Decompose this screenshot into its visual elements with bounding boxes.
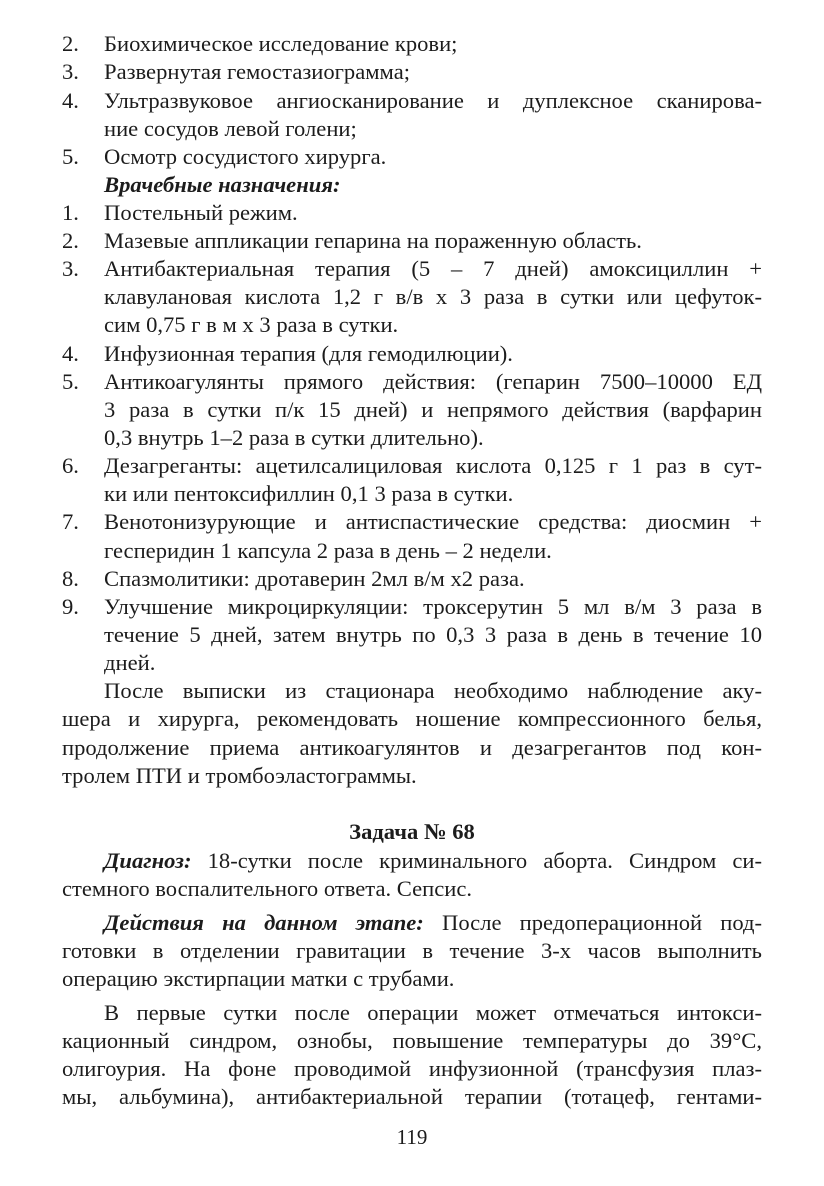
list-item-line: Дезагреганты: ацетилсалициловая кислота 0,125 г 1 раз в сут- [104,453,762,478]
actions-label: Действия на данном этапе: [104,910,424,935]
list-item-number: 5. [62,369,79,394]
list-item-number: 3. [62,59,79,84]
paragraph-line [104,909,762,937]
list-item-line: Спазмолитики: дротаверин 2мл в/м х2 раза. [104,566,525,591]
list-item-number: 9. [62,594,79,619]
list-item-number: 5. [62,144,79,169]
list-item-line: 3 раза в сутки п/к 15 дней) и непрямого действия (варфарин [104,397,762,422]
list-item-line: Мазевые аппликации гепарина на пораженную область. [104,228,642,253]
list-item-line: Улучшение микроциркуляции: троксерутин 5 мл в/м 3 раза в [104,594,762,619]
list-item-number: 6. [62,453,79,478]
list-item-line: Биохимическое исследование крови; [104,31,458,56]
list-item-number: 4. [62,88,79,113]
list-item-line: ки или пентоксифиллин 0,1 3 раза в сутки. [104,481,514,506]
paragraph-line: олигоурия. На фоне проводимой инфузионной (трансфузия плаз- [62,1056,762,1081]
paragraph-line: мы, альбумина), антибактериальной терапии (тотацеф, гентами- [62,1084,762,1109]
paragraph-line: готовки в отделении гравитации в течение 3-х часов выполнить [62,938,762,963]
list-item-line: Венотонизурующие и антиспастические средства: диосмин + [104,509,762,534]
list-item-line: течение 5 дней, затем внутрь по 0,3 3 раза в день в течение 10 [104,622,762,647]
list-item-line: Развернутая гемостазиограмма; [104,59,410,84]
task-title: Задача № 68 [349,819,475,844]
list-item-number: 1. [62,200,79,225]
list-item-number: 2. [62,228,79,253]
diagnosis-label: Диагноз: [104,848,192,873]
paragraph-line: В первые сутки после операции может отмечаться интокси- [104,1000,762,1025]
list-item-line: дней. [104,650,156,675]
paragraph-line: кационный синдром, ознобы, повышение температуры до 39°С, [62,1028,762,1053]
list-item-number: 7. [62,509,79,534]
orders-heading: Врачебные назначения: [104,172,341,197]
diagnosis-text: 18-сутки после криминального аборта. Синдром си- [191,848,762,873]
paragraph-line: операцию экстирпации матки с трубами. [62,966,455,991]
paragraph-line [104,847,762,875]
list-item-number: 4. [62,341,79,366]
list-item-line: ние сосудов левой голени; [104,116,357,141]
list-item-line: сим 0,75 г в м х 3 раза в сутки. [104,312,399,337]
list-item-line: Антибактериальная терапия (5 – 7 дней) амоксициллин + [104,256,762,281]
list-item-number: 2. [62,31,79,56]
list-item-line: Инфузионная терапия (для гемодилюции). [104,341,513,366]
list-item-line: Осмотр сосудистого хирурга. [104,144,387,169]
actions-text: После предоперационной под- [423,910,762,935]
list-item-line: Ультразвуковое ангиосканирование и дуплексное сканирова- [104,88,762,113]
paragraph-line: тролем ПТИ и тромбоэластограммы. [62,763,417,788]
paragraph-line: шера и хирурга, рекомендовать ношение компрессионного белья, [62,706,762,731]
list-item-line: Постельный режим. [104,200,298,225]
paragraph-line: стемного воспалительного ответа. Сепсис. [62,876,473,901]
list-item-line: гесперидин 1 капсула 2 раза в день – 2 недели. [104,538,552,563]
paragraph-line: продолжение приема антикоагулянтов и дезагрегантов под кон- [62,735,762,760]
list-item-number: 3. [62,256,79,281]
page-number: 119 [396,1125,428,1149]
list-item-line: клавулановая кислота 1,2 г в/в х 3 раза в сутки или цефуток- [104,284,762,309]
list-item-line: Антикоагулянты прямого действия: (гепарин 7500–10000 ЕД [104,369,762,394]
list-item-line: 0,3 внутрь 1–2 раза в сутки длительно). [104,425,484,450]
list-item-number: 8. [62,566,79,591]
paragraph-line: После выписки из стационара необходимо наблюдение аку- [104,678,762,703]
